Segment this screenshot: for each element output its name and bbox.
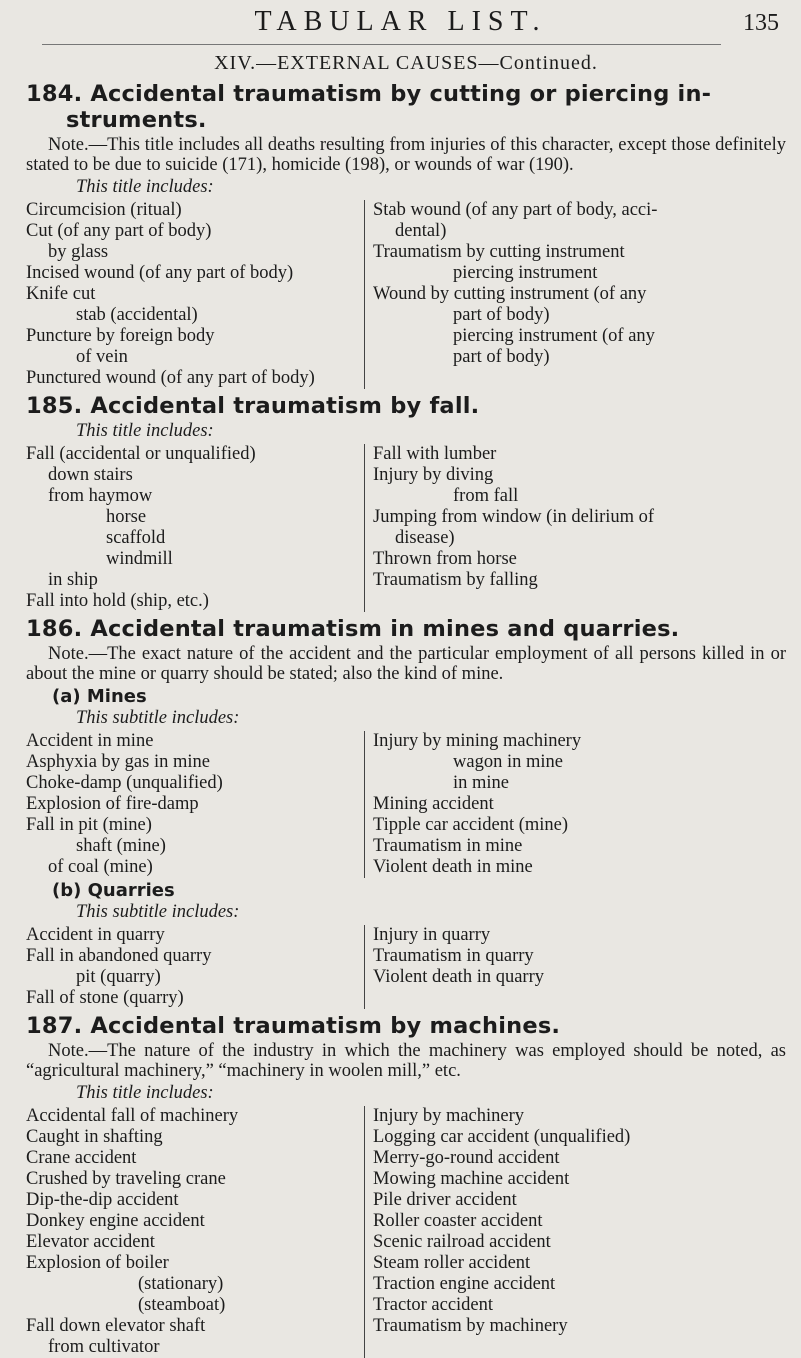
list-item: Dip-the-dip accident (26, 1190, 179, 1210)
list-185 (26, 444, 786, 612)
includes-mines: This subtitle includes: (76, 708, 240, 728)
list-item: Fall in abandoned quarry (26, 946, 212, 966)
list-item: Tractor accident (373, 1295, 494, 1315)
list-185-left (26, 444, 364, 612)
list-item: Tipple car accident (mine) (373, 815, 569, 835)
list-item: Merry-go-round accident (373, 1148, 560, 1168)
running-title: TABULAR LIST. (254, 6, 547, 37)
list-item: Fall of stone (quarry) (26, 988, 184, 1008)
list-item: disease) (395, 528, 455, 548)
note-184: Note.—This title includes all deaths resulting from injuries of this character, except those definitely stated to be due to suicide (171), homicide (198), or wounds of war (190). (26, 135, 786, 175)
list-item: Accident in mine (26, 731, 154, 751)
list-item: in mine (453, 773, 510, 793)
list-item: Asphyxia by gas in mine (26, 752, 210, 772)
list-item: Punctured wound (of any part of body) (26, 368, 315, 388)
list-item: of vein (76, 347, 128, 367)
list-item: Fall into hold (ship, etc.) (26, 591, 209, 611)
list-item: pit (quarry) (76, 967, 161, 987)
list-item: part of body) (453, 305, 550, 325)
list-item: Pile driver accident (373, 1190, 517, 1210)
heading-184-line1: 184. Accidental traumatism by cutting or piercing in- (26, 81, 712, 107)
list-item: Traumatism in quarry (373, 946, 534, 966)
subheading-mines: (a) Mines (52, 686, 147, 707)
list-item: Accidental fall of machinery (26, 1106, 239, 1126)
list-item: wagon in mine (453, 752, 563, 772)
list-item: stab (accidental) (76, 305, 198, 325)
list-item: Explosion of boiler (26, 1253, 169, 1273)
list-184-left (26, 200, 364, 389)
list-item: Fall down elevator shaft (26, 1316, 206, 1336)
list-184-right (364, 200, 786, 389)
list-item: Explosion of fire-damp (26, 794, 199, 814)
list-quarries (26, 925, 786, 1009)
list-item: Incised wound (of any part of body) (26, 263, 294, 283)
note-186: Note.—The exact nature of the accident and the particular employment of all persons killed in or about the mine or quarry should be stated; also the kind of mine. (26, 644, 786, 684)
list-item: from haymow (48, 486, 153, 506)
list-item: Accident in quarry (26, 925, 165, 945)
list-item: (steamboat) (138, 1295, 226, 1315)
list-item: Fall (accidental or unqualified) (26, 444, 256, 464)
list-item: in ship (48, 570, 98, 590)
running-head (0, 4, 801, 44)
list-item: Jumping from window (in delirium of (373, 507, 655, 527)
list-item: Donkey engine accident (26, 1211, 205, 1231)
list-item: Scenic railroad accident (373, 1232, 551, 1252)
list-187-right (364, 1106, 786, 1358)
page-content (26, 52, 786, 1358)
list-item: dental) (395, 221, 447, 241)
list-item: Traumatism by machinery (373, 1316, 568, 1336)
list-item: Circumcision (ritual) (26, 200, 182, 220)
list-item: Traction engine accident (373, 1274, 556, 1294)
list-187 (26, 1106, 786, 1358)
includes-quarries: This subtitle includes: (76, 902, 240, 922)
list-item: Injury by machinery (373, 1106, 525, 1126)
list-184 (26, 200, 786, 389)
list-item: Injury by diving (373, 465, 494, 485)
list-item: piercing instrument (453, 263, 598, 283)
list-item: Violent death in quarry (373, 967, 544, 987)
list-item: Puncture by foreign body (26, 326, 215, 346)
list-item: from fall (453, 486, 519, 506)
list-item: Cut (of any part of body) (26, 221, 212, 241)
heading-187: 187. Accidental traumatism by machines. (26, 1013, 561, 1039)
list-quarries-right (364, 925, 786, 1009)
list-item: Violent death in mine (373, 857, 533, 877)
subheading-quarries: (b) Quarries (52, 880, 175, 901)
list-185-right (364, 444, 786, 612)
list-item: Steam roller accident (373, 1253, 531, 1273)
list-item: from cultivator (48, 1337, 160, 1357)
list-item: piercing instrument (of any (453, 326, 655, 346)
list-mines-left (26, 731, 364, 878)
list-item: Traumatism in mine (373, 836, 523, 856)
list-item: shaft (mine) (76, 836, 166, 856)
list-item: Stab wound (of any part of body, acci- (373, 200, 658, 220)
list-item: of coal (mine) (48, 857, 153, 877)
list-item: Choke-damp (unqualified) (26, 773, 223, 793)
list-item: Mowing machine accident (373, 1169, 570, 1189)
heading-186: 186. Accidental traumatism in mines and quarries. (26, 616, 680, 642)
list-187-left (26, 1106, 364, 1358)
list-item: Elevator accident (26, 1232, 155, 1252)
list-item: Logging car accident (unqualified) (373, 1127, 631, 1147)
note-187: Note.—The nature of the industry in which the machinery was employed should be noted, as “agricultural machinery,” “machinery in woolen mill,” etc. (26, 1041, 786, 1081)
page-number: 135 (743, 10, 779, 36)
list-item: horse (106, 507, 147, 527)
section-title: XIV.—EXTERNAL CAUSES—Continued. (214, 52, 598, 74)
list-quarries-left (26, 925, 364, 1009)
list-item: by glass (48, 242, 109, 262)
list-item: Fall in pit (mine) (26, 815, 152, 835)
includes-187: This title includes: (76, 1083, 214, 1103)
list-item: scaffold (106, 528, 166, 548)
list-item: Fall with lumber (373, 444, 497, 464)
list-item: Roller coaster accident (373, 1211, 543, 1231)
list-item: Thrown from horse (373, 549, 517, 569)
list-item: Crushed by traveling crane (26, 1169, 226, 1189)
includes-185: This title includes: (76, 421, 214, 441)
header-rule (42, 44, 721, 45)
list-item: Mining accident (373, 794, 494, 814)
list-mines (26, 731, 786, 878)
list-item: Crane accident (26, 1148, 137, 1168)
list-item: part of body) (453, 347, 550, 367)
list-item: Caught in shafting (26, 1127, 163, 1147)
heading-184-line2: struments. (66, 107, 207, 133)
list-item: Traumatism by cutting instrument (373, 242, 625, 262)
list-item: Injury by mining machinery (373, 731, 582, 751)
heading-185: 185. Accidental traumatism by fall. (26, 393, 480, 419)
list-item: Knife cut (26, 284, 96, 304)
includes-184: This title includes: (76, 177, 214, 197)
list-item: windmill (106, 549, 173, 569)
list-item: Injury in quarry (373, 925, 491, 945)
list-mines-right (364, 731, 786, 878)
list-item: (stationary) (138, 1274, 224, 1294)
list-item: Wound by cutting instrument (of any (373, 284, 647, 304)
heading-184 (26, 81, 786, 133)
list-item: down stairs (48, 465, 133, 485)
list-item: Traumatism by falling (373, 570, 538, 590)
